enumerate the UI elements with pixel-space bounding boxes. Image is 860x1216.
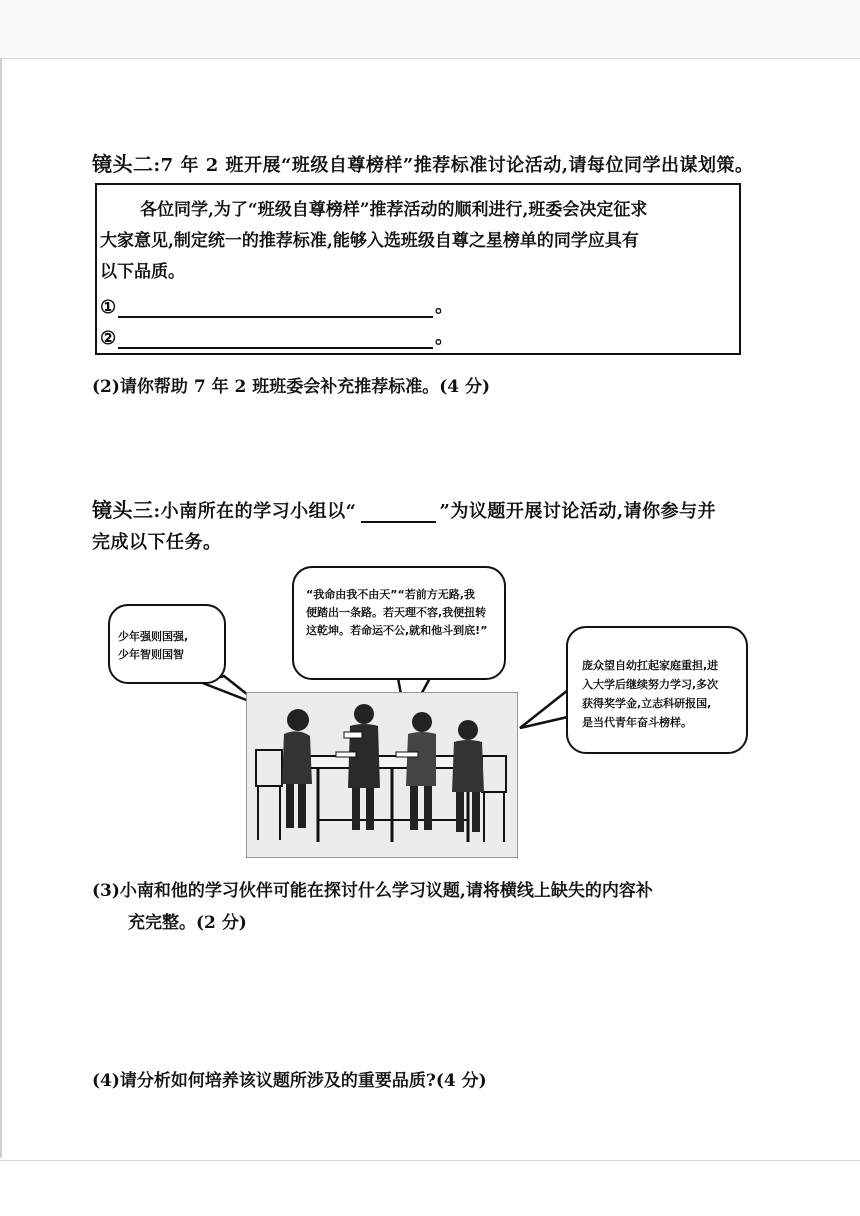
- bubble-middle-line-3: 这乾坤。若命运不公,就和他斗到底!”: [306, 624, 488, 637]
- notice-line-2: 大家意见,制定统一的推荐标准,能够入选班级自尊之星榜单的同学应具有: [100, 231, 639, 251]
- section-2-text: 7 年 2 班开展“班级自尊榜样”推荐标准讨论活动,请每位同学出谋划策。: [160, 155, 754, 176]
- bubble-right-line-2: 入大学后继续努力学习,多次: [582, 678, 719, 691]
- item-1-period: 。: [435, 296, 454, 317]
- bubble-middle-line-1: “我命由我不由天”“若前方无路,我: [306, 588, 475, 601]
- question-4: (4)请分析如何培养该议题所涉及的重要品质?(4 分): [92, 1071, 487, 1091]
- section-2-separator: :: [153, 155, 161, 176]
- item-2-period: 。: [435, 327, 454, 348]
- question-2: (2)请你帮助 7 年 2 班班委会补充推荐标准。(4 分): [92, 377, 491, 397]
- notice-line-3: 以下品质。: [100, 262, 185, 282]
- section-2-label: 镜头二: [92, 152, 154, 176]
- bubble-left-line-1: 少年强则国强,: [118, 630, 189, 643]
- question-3-line-1: (3)小南和他的学习伙伴可能在探讨什么学习议题,请将横线上缺失的内容补: [92, 881, 653, 901]
- section-3-line-2: 完成以下任务。: [92, 532, 222, 553]
- speech-bubble-middle: [292, 566, 506, 680]
- notice-line-1: 各位同学,为了“班级自尊榜样”推荐活动的顺利进行,班委会决定征求: [140, 200, 648, 220]
- bubble-middle-line-2: 便踏出一条路。若天理不容,我便扭转: [306, 606, 487, 619]
- bubble-right-line-3: 获得奖学金,立志科研报国,: [582, 697, 712, 710]
- section-3-text-before: 小南所在的学习小组以“: [160, 501, 357, 522]
- students-discussion-illustration: [246, 692, 518, 858]
- question-3-line-2: 充完整。(2 分): [128, 913, 247, 933]
- item-2-marker: ②: [100, 328, 117, 349]
- section-3-label: 镜头三: [92, 498, 154, 522]
- bubble-left-line-2: 少年智则国智: [118, 648, 184, 661]
- section-3-text-after: ”为议题开展讨论活动,请你参与并: [439, 501, 717, 522]
- section-3-separator: :: [153, 501, 161, 522]
- item-1-marker: ①: [100, 297, 117, 318]
- speech-bubble-left: [108, 604, 226, 684]
- speech-bubble-right: [566, 626, 748, 754]
- bubble-right-line-4: 是当代青年奋斗榜样。: [582, 716, 692, 729]
- bubble-right-line-1: 庞众望自幼扛起家庭重担,进: [582, 659, 719, 672]
